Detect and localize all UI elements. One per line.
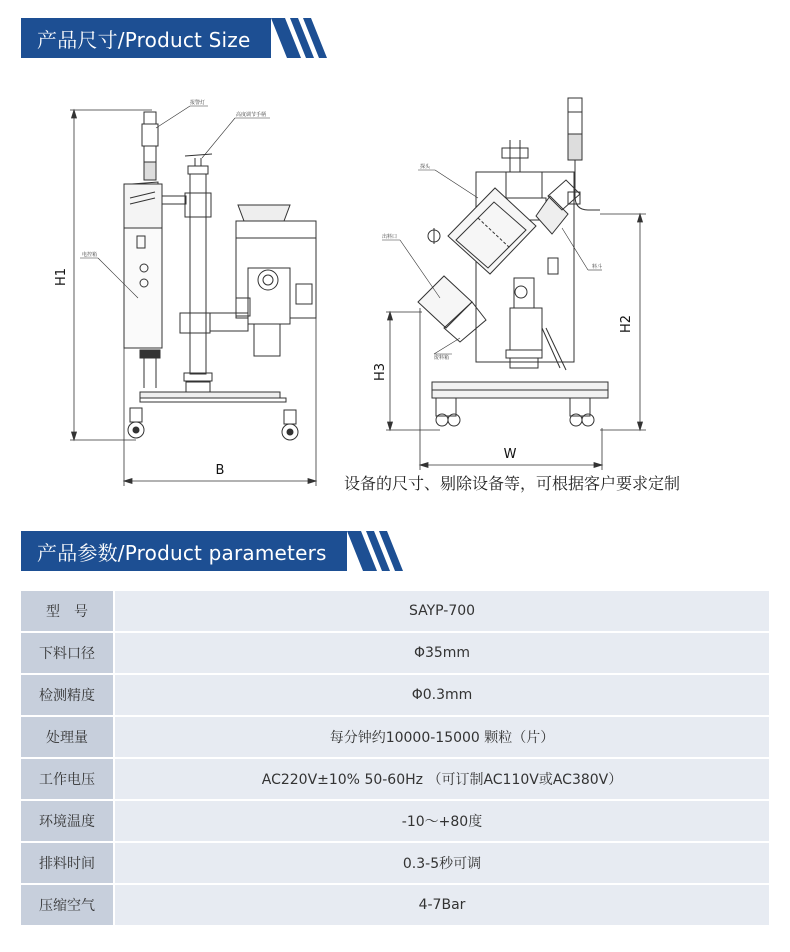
product-parameters-title: 产品参数/Product parameters	[21, 531, 347, 571]
param-label: 检测精度	[21, 675, 115, 717]
param-value: 0.3-5秒可调	[115, 843, 769, 885]
callout-height-handle: 高度调节手柄	[236, 112, 267, 118]
param-value: AC220V±10% 50-60Hz （可订制AC110V或AC380V）	[115, 759, 769, 801]
callout-probe: 探头	[420, 164, 431, 170]
product-size-drawing	[40, 88, 760, 493]
param-value: 每分钟约10000-15000 颗粒（片）	[115, 717, 769, 759]
product-size-banner	[21, 18, 333, 58]
table-row	[21, 717, 769, 759]
param-label: 工作电压	[21, 759, 115, 801]
callout-hopper: 料斗	[592, 264, 603, 270]
table-row	[21, 591, 769, 633]
table-row	[21, 633, 769, 675]
product-parameters-banner	[21, 531, 409, 571]
dim-b-label: B	[215, 463, 225, 478]
param-label: 处理量	[21, 717, 115, 759]
customization-note: 设备的尺寸、剔除设备等，可根据客户要求定制	[344, 474, 681, 493]
param-value: Φ0.3mm	[115, 675, 769, 717]
parameters-table	[21, 591, 769, 925]
table-row	[21, 885, 769, 925]
table-row	[21, 759, 769, 801]
dim-h1-label: H1	[54, 267, 69, 287]
param-label: 下料口径	[21, 633, 115, 675]
table-row	[21, 843, 769, 885]
callout-alarm-light: 报警灯	[190, 100, 206, 106]
param-value: SAYP-700	[115, 591, 769, 633]
callout-reject: 废料箱	[434, 355, 450, 361]
dim-h2-label: H2	[619, 314, 634, 334]
param-label: 环境温度	[21, 801, 115, 843]
table-row	[21, 675, 769, 717]
table-row	[21, 801, 769, 843]
front-view-machine	[418, 98, 608, 426]
callout-control-box: 电控箱	[82, 252, 98, 258]
dim-h3-label: H3	[373, 362, 388, 382]
param-value: -10～+80度	[115, 801, 769, 843]
param-value: Φ35mm	[115, 633, 769, 675]
param-label: 型 号	[21, 591, 115, 633]
param-label: 压缩空气	[21, 885, 115, 925]
dim-w-label: W	[503, 447, 517, 462]
product-size-title: 产品尺寸/Product Size	[21, 18, 271, 58]
callout-inlet: 出料口	[382, 234, 398, 240]
banner-stripes-icon	[271, 18, 333, 58]
banner-stripes-icon	[347, 531, 409, 571]
param-label: 排料时间	[21, 843, 115, 885]
param-value: 4-7Bar	[115, 885, 769, 925]
side-view-machine	[124, 112, 316, 440]
